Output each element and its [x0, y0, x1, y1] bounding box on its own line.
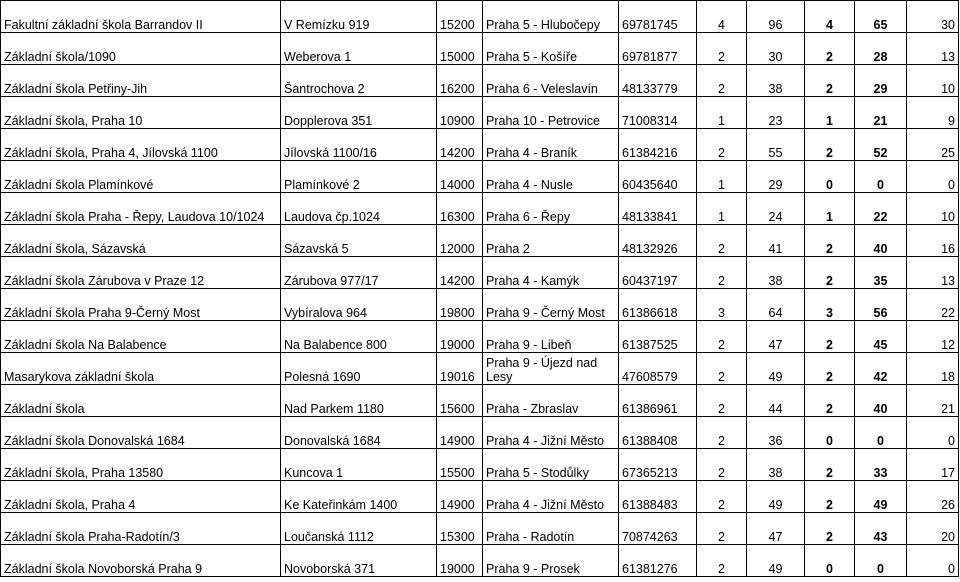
city: Praha 4 - Kamýk	[483, 257, 619, 289]
school-id: 69781745	[619, 1, 697, 33]
school-id: 61387525	[619, 321, 697, 353]
value-d: 45	[855, 321, 907, 353]
school-id: 60435640	[619, 161, 697, 193]
table-row	[1, 289, 959, 321]
street: Jílovská 1100/16	[281, 129, 437, 161]
zip-code: 19000	[437, 321, 483, 353]
value-b: 24	[747, 193, 805, 225]
city: Praha 9 - Černý Most	[483, 289, 619, 321]
value-b: 49	[747, 481, 805, 513]
school-name: Základní škola, Praha 4	[1, 481, 281, 513]
value-b: 23	[747, 97, 805, 129]
city: Praha - Radotín	[483, 513, 619, 545]
school-name: Základní škola/1090	[1, 33, 281, 65]
school-name: Základní škola Praha 9-Černý Most	[1, 289, 281, 321]
school-id: 61381276	[619, 545, 697, 577]
street: Kuncova 1	[281, 449, 437, 481]
value-b: 49	[747, 353, 805, 385]
value-b: 38	[747, 65, 805, 97]
zip-code: 12000	[437, 225, 483, 257]
city: Praha 5 - Hlubočepy	[483, 1, 619, 33]
value-a: 2	[697, 513, 747, 545]
zip-code: 16300	[437, 193, 483, 225]
city: Praha 2	[483, 225, 619, 257]
value-d: 33	[855, 449, 907, 481]
school-name: Základní škola, Praha 10	[1, 97, 281, 129]
value-a: 4	[697, 1, 747, 33]
zip-code: 15200	[437, 1, 483, 33]
value-c: 2	[805, 321, 855, 353]
value-e: 20	[907, 513, 959, 545]
table-row	[1, 161, 959, 193]
zip-code: 10900	[437, 97, 483, 129]
value-b: 38	[747, 257, 805, 289]
zip-code: 14000	[437, 161, 483, 193]
value-d: 42	[855, 353, 907, 385]
school-name: Fakultní základní škola Barrandov II	[1, 1, 281, 33]
city: Praha 4 - Jižní Město	[483, 417, 619, 449]
table-row	[1, 225, 959, 257]
value-e: 10	[907, 193, 959, 225]
value-c: 3	[805, 289, 855, 321]
value-d: 43	[855, 513, 907, 545]
city: Praha - Zbraslav	[483, 385, 619, 417]
city: Praha 5 - Košíře	[483, 33, 619, 65]
value-c: 2	[805, 353, 855, 385]
street: Donovalská 1684	[281, 417, 437, 449]
value-d: 0	[855, 417, 907, 449]
value-c: 0	[805, 545, 855, 577]
zip-code: 14200	[437, 129, 483, 161]
school-name: Základní škola Novoborská Praha 9	[1, 545, 281, 577]
value-e: 21	[907, 385, 959, 417]
street: Zárubova 977/17	[281, 257, 437, 289]
value-b: 44	[747, 385, 805, 417]
value-d: 28	[855, 33, 907, 65]
value-e: 22	[907, 289, 959, 321]
value-b: 36	[747, 417, 805, 449]
table-row	[1, 321, 959, 353]
street: V Remízku 919	[281, 1, 437, 33]
value-a: 2	[697, 129, 747, 161]
value-b: 30	[747, 33, 805, 65]
value-a: 1	[697, 97, 747, 129]
street: Ke Kateřinkám 1400	[281, 481, 437, 513]
school-id: 61388408	[619, 417, 697, 449]
value-d: 40	[855, 385, 907, 417]
city: Praha 4 - Jižní Město	[483, 481, 619, 513]
table-row	[1, 545, 959, 577]
value-a: 2	[697, 33, 747, 65]
city: Praha 10 - Petrovice	[483, 97, 619, 129]
value-c: 2	[805, 513, 855, 545]
value-a: 2	[697, 449, 747, 481]
school-name: Základní škola, Sázavská	[1, 225, 281, 257]
value-c: 2	[805, 33, 855, 65]
value-c: 2	[805, 257, 855, 289]
value-c: 2	[805, 385, 855, 417]
street: Laudova čp.1024	[281, 193, 437, 225]
street: Sázavská 5	[281, 225, 437, 257]
value-d: 49	[855, 481, 907, 513]
value-a: 2	[697, 481, 747, 513]
value-c: 2	[805, 449, 855, 481]
value-e: 13	[907, 257, 959, 289]
city: Praha 6 - Veleslavín	[483, 65, 619, 97]
table-row	[1, 33, 959, 65]
school-id: 69781877	[619, 33, 697, 65]
value-a: 2	[697, 257, 747, 289]
value-e: 16	[907, 225, 959, 257]
value-c: 2	[805, 65, 855, 97]
value-c: 2	[805, 225, 855, 257]
value-e: 9	[907, 97, 959, 129]
value-a: 3	[697, 289, 747, 321]
value-e: 0	[907, 161, 959, 193]
zip-code: 15300	[437, 513, 483, 545]
value-d: 21	[855, 97, 907, 129]
value-c: 2	[805, 129, 855, 161]
value-a: 2	[697, 321, 747, 353]
value-a: 2	[697, 417, 747, 449]
value-e: 17	[907, 449, 959, 481]
street: Nad Parkem 1180	[281, 385, 437, 417]
value-d: 40	[855, 225, 907, 257]
city: Praha 9 - Újezd nad Lesy	[483, 353, 619, 385]
street: Plamínkové 2	[281, 161, 437, 193]
school-name: Základní škola Donovalská 1684	[1, 417, 281, 449]
zip-code: 15600	[437, 385, 483, 417]
school-id: 61388483	[619, 481, 697, 513]
school-id: 48133841	[619, 193, 697, 225]
value-a: 2	[697, 65, 747, 97]
value-e: 0	[907, 545, 959, 577]
school-name: Základní škola, Praha 13580	[1, 449, 281, 481]
school-name: Základní škola Plamínkové	[1, 161, 281, 193]
school-name: Základní škola Praha - Řepy, Laudova 10/1024	[1, 193, 281, 225]
school-id: 71008314	[619, 97, 697, 129]
table-row	[1, 193, 959, 225]
value-d: 22	[855, 193, 907, 225]
school-id: 61386961	[619, 385, 697, 417]
value-e: 26	[907, 481, 959, 513]
table-row	[1, 449, 959, 481]
value-d: 65	[855, 1, 907, 33]
value-c: 1	[805, 97, 855, 129]
school-id: 61384216	[619, 129, 697, 161]
value-a: 1	[697, 161, 747, 193]
value-d: 0	[855, 161, 907, 193]
table-row	[1, 65, 959, 97]
value-b: 55	[747, 129, 805, 161]
zip-code: 15000	[437, 33, 483, 65]
table-row	[1, 257, 959, 289]
school-name: Masarykova základní škola	[1, 353, 281, 385]
street: Loučanská 1112	[281, 513, 437, 545]
value-b: 47	[747, 321, 805, 353]
value-a: 2	[697, 545, 747, 577]
value-e: 13	[907, 33, 959, 65]
value-e: 30	[907, 1, 959, 33]
value-d: 29	[855, 65, 907, 97]
city: Praha 9 - Libeň	[483, 321, 619, 353]
school-id: 60437197	[619, 257, 697, 289]
value-a: 2	[697, 225, 747, 257]
table-row	[1, 385, 959, 417]
value-e: 12	[907, 321, 959, 353]
value-c: 1	[805, 193, 855, 225]
value-b: 41	[747, 225, 805, 257]
street: Na Balabence 800	[281, 321, 437, 353]
city: Praha 6 - Řepy	[483, 193, 619, 225]
city: Praha 4 - Braník	[483, 129, 619, 161]
street: Polesná 1690	[281, 353, 437, 385]
value-a: 1	[697, 193, 747, 225]
city: Praha 4 - Nusle	[483, 161, 619, 193]
table-body	[1, 1, 959, 577]
value-c: 0	[805, 161, 855, 193]
value-b: 64	[747, 289, 805, 321]
street: Dopplerova 351	[281, 97, 437, 129]
value-b: 38	[747, 449, 805, 481]
value-c: 0	[805, 417, 855, 449]
school-name: Základní škola, Praha 4, Jílovská 1100	[1, 129, 281, 161]
school-name: Základní škola Praha-Radotín/3	[1, 513, 281, 545]
value-d: 52	[855, 129, 907, 161]
school-name: Základní škola Na Balabence	[1, 321, 281, 353]
zip-code: 19800	[437, 289, 483, 321]
school-name: Základní škola Zárubova v Praze 12	[1, 257, 281, 289]
school-name: Základní škola Petřiny-Jih	[1, 65, 281, 97]
street: Vybíralova 964	[281, 289, 437, 321]
school-name: Základní škola	[1, 385, 281, 417]
value-d: 0	[855, 545, 907, 577]
value-b: 96	[747, 1, 805, 33]
table-row	[1, 353, 959, 385]
zip-code: 14900	[437, 481, 483, 513]
school-id: 48132926	[619, 225, 697, 257]
table-row	[1, 513, 959, 545]
table-row	[1, 129, 959, 161]
value-e: 25	[907, 129, 959, 161]
school-id: 47608579	[619, 353, 697, 385]
table-row	[1, 1, 959, 33]
city: Praha 9 - Prosek	[483, 545, 619, 577]
street: Novoborská 371	[281, 545, 437, 577]
value-d: 56	[855, 289, 907, 321]
school-id: 67365213	[619, 449, 697, 481]
value-e: 0	[907, 417, 959, 449]
table-row	[1, 417, 959, 449]
zip-code: 14900	[437, 417, 483, 449]
value-b: 29	[747, 161, 805, 193]
school-id: 48133779	[619, 65, 697, 97]
value-e: 18	[907, 353, 959, 385]
street: Šantrochova 2	[281, 65, 437, 97]
school-id: 70874263	[619, 513, 697, 545]
zip-code: 16200	[437, 65, 483, 97]
value-e: 10	[907, 65, 959, 97]
zip-code: 15500	[437, 449, 483, 481]
zip-code: 19016	[437, 353, 483, 385]
value-a: 2	[697, 385, 747, 417]
city: Praha 5 - Stodůlky	[483, 449, 619, 481]
zip-code: 14200	[437, 257, 483, 289]
value-b: 49	[747, 545, 805, 577]
table-row	[1, 481, 959, 513]
table-row	[1, 97, 959, 129]
value-c: 2	[805, 481, 855, 513]
value-d: 35	[855, 257, 907, 289]
value-a: 2	[697, 353, 747, 385]
school-id: 61386618	[619, 289, 697, 321]
value-b: 47	[747, 513, 805, 545]
value-c: 4	[805, 1, 855, 33]
zip-code: 19000	[437, 545, 483, 577]
street: Weberova 1	[281, 33, 437, 65]
